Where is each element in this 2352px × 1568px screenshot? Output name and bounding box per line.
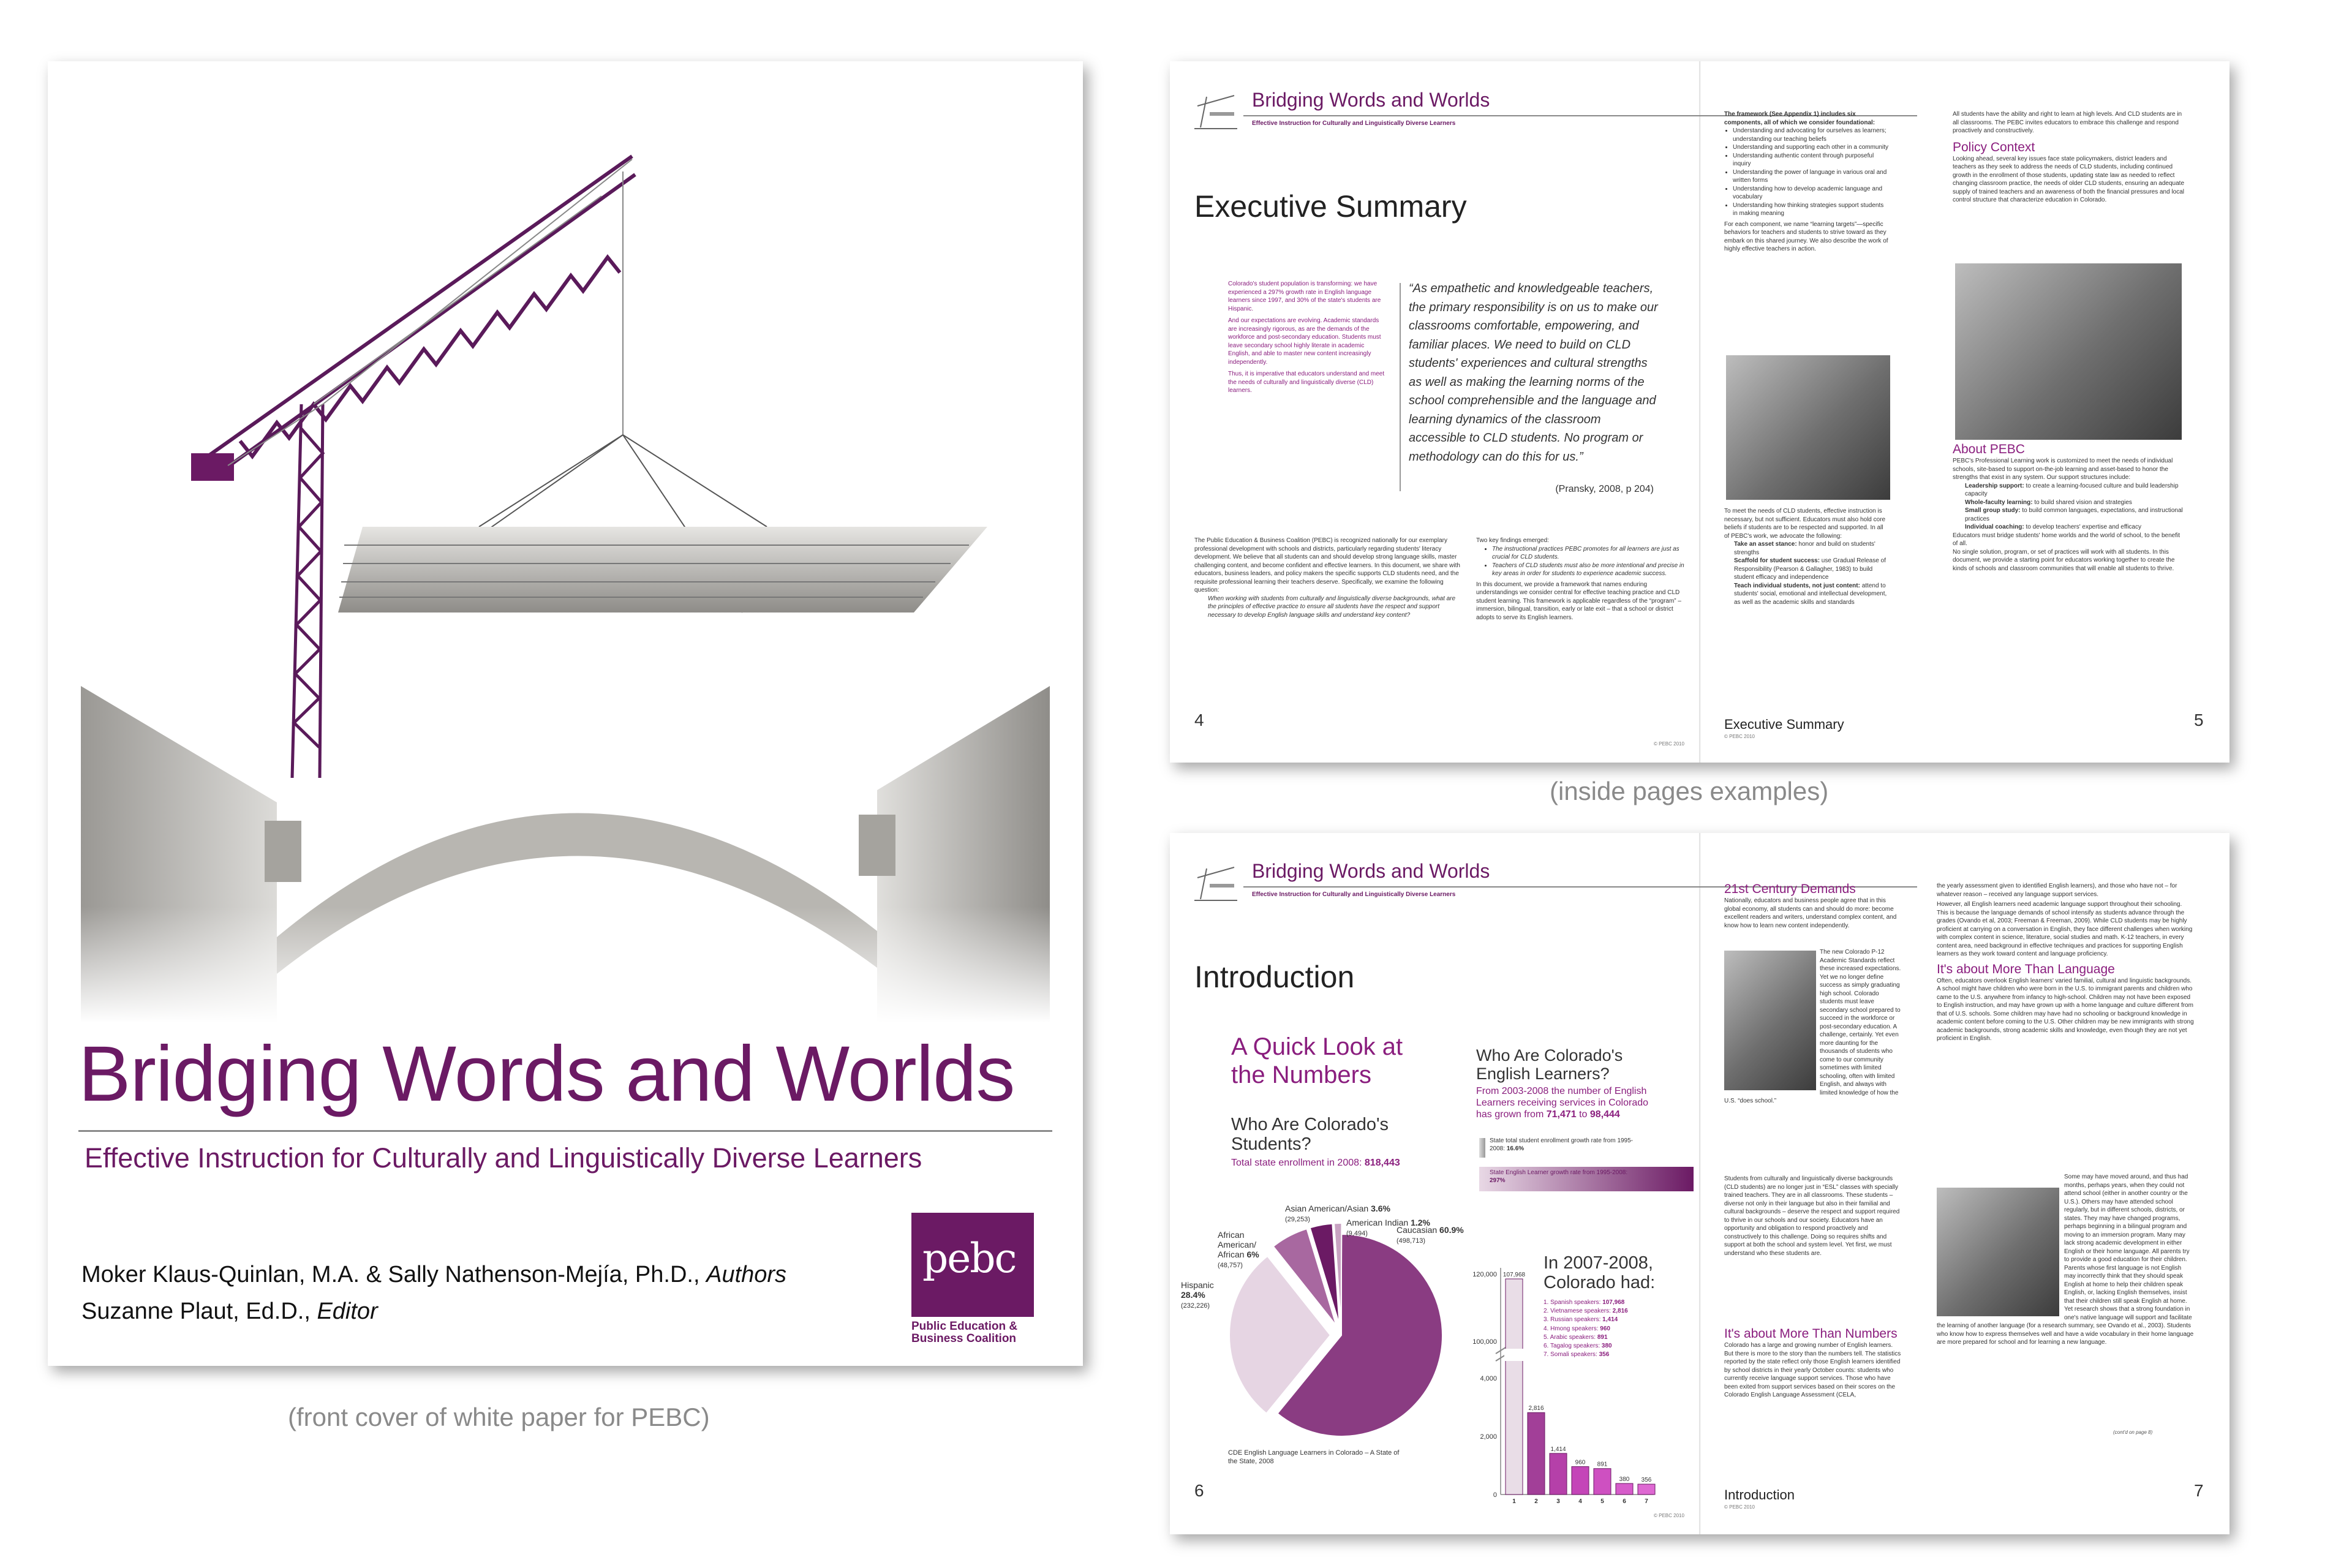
exec-col3-lower <box>1724 507 1890 606</box>
bar-y-tick-label: 2,000 <box>1480 1433 1497 1441</box>
col4-intro: All students have the ability and right to learn at high levels. And CLD students are in all classrooms. The PEBC invites educators to embrace this challenge and respond proactively and constructively. <box>1953 111 2182 134</box>
body-left-p: The Public Education & Business Coalition (PEBC) is recognized nationally for our exemplary professional development with schools and districts, particularly regarding students' literacy development. We believe that all students can and should develop strong language skills, master challenging content, and become confident and effective learners. In this document, we share with educators, business leaders, and policy makers the specific supports CLD students need, and the requisite professional learning their teachers deserve. Specifically, we examine the following question: <box>1194 537 1460 594</box>
about-p: PEBC's Professional Learning work is customized to meet the needs of individual schools, site-based to support on-the-job learning and asset-based to honor the strengths that exist in any system. Our support structures include: <box>1953 458 2173 481</box>
col4-p1: the yearly assessment given to identified English learners), and those who have not – for whatever reason – received any language support services. <box>1937 883 2177 898</box>
cover-subtitle: Effective Instruction for Culturally and Linguistically Diverse Learners <box>85 1142 922 1174</box>
bar-7 <box>1638 1484 1655 1494</box>
framework-item: • Understanding how to develop academic language and vocabulary <box>1733 185 1890 202</box>
pebc-logo-sub: Public Education & Business Coalition <box>911 1320 1018 1345</box>
intro-spread <box>1170 833 2230 1534</box>
header-subtitle: Effective Instruction for Culturally and Linguistically Diverse Learners <box>1252 891 1456 898</box>
col4-p2: However, all English learners need academic language support throughout their schooling. This is because the language demands of school intensify as students advance through the grades (Ovando et al, 2003; Freeman & Freeman, 2009). While CLD students may be highly proficient at carrying on a conversation in English, they face different challenges when working with complex content in science, literature, social studies and math. K-12 teachers, in every content area, need background in effective techniques and practices for supporting English learners as they work toward content and language proficiency. <box>1937 901 2193 957</box>
findings-intro: Two key findings emerged: <box>1476 537 1549 544</box>
crane-bridge-illustration <box>81 61 1050 1023</box>
header-crane-icon <box>1194 862 1237 905</box>
footer-title: Introduction <box>1724 1487 1795 1502</box>
bar-y-tick-label: 0 <box>1493 1491 1497 1499</box>
bar-value-label: 380 <box>1619 1476 1630 1483</box>
about-item: Whole-faculty learning: to build shared vision and strategies <box>1965 499 2132 506</box>
cover-rule <box>78 1130 1052 1132</box>
pebc-logo <box>911 1213 1034 1317</box>
bar-4 <box>1572 1466 1589 1494</box>
bar-y-tick-label: 4,000 <box>1480 1375 1497 1382</box>
bar-y-tick-label: 120,000 <box>1472 1271 1497 1278</box>
page-number-right: 7 <box>2194 1481 2204 1500</box>
student-photo-1 <box>1726 355 1890 500</box>
student-photo-2 <box>1955 263 2182 440</box>
page-number-left: 4 <box>1194 710 1204 729</box>
quote-cite: (Pransky, 2008, p 204) <box>1555 484 1654 494</box>
bar-category-label: 5 <box>1600 1498 1604 1505</box>
legend-item: 7. Somali speakers: 356 <box>1544 1351 1610 1359</box>
more-language-heading: It's about More Than Language <box>1937 962 2115 976</box>
demands-p1: Nationally, educators and business people agree that in this global economy, all students can and should do more: become excellent readers and writers, understand complex content, and know how to learn new content independently. <box>1724 897 1897 929</box>
bar-category-label: 3 <box>1556 1498 1560 1505</box>
front-caption: (front cover of white paper for PEBC) <box>288 1403 710 1431</box>
framework-list <box>1724 127 1890 218</box>
bar-chart <box>1458 1250 1666 1507</box>
legend-item: 1. Spanish speakers: 107,968 <box>1544 1299 1625 1306</box>
exec-col3 <box>1724 110 1890 254</box>
about-item: Leadership support: to create a learning-focused culture and build leadership capacity <box>1965 482 2179 497</box>
sidebar-p1: Colorado's student population is transforming: we have experienced a 297% growth rate in English language learners since 1997, and 30% of the state's students are Hispanic. <box>1228 281 1381 312</box>
footer-copyright: © PEBC 2010 <box>1724 1504 1755 1510</box>
header-crane-icon <box>1194 91 1237 134</box>
who-students-heading: Who Are Colorado's Students? <box>1231 1115 1389 1154</box>
header-title: Bridging Words and Worlds <box>1252 89 1490 111</box>
about-heading: About PEBC <box>1953 442 2025 456</box>
bar-value-label: 891 <box>1597 1461 1608 1468</box>
authors-role: Authors <box>706 1262 787 1287</box>
pie-label-indian: American Indian 1.2% (9,494) <box>1346 1218 1430 1237</box>
about-item: Individual coaching: to develop teachers' expertise and efficacy <box>1965 524 2141 530</box>
more-language-p: Often, educators overlook English learners' varied familial, cultural and linguistic backgrounds. A school might have children who were born in the U.S. to immigrant parents and children who came to the U.S. anywhere from infancy to high-school. Children may not have been exposed to English instruction, and may have grown up with a home language and culture different from that of U.S. schools. Some children may have had no schooling or background knowledge in academic content before coming to the U.S. Other children may be new immigrants with strong academic backgrounds, strong academic skills and knowledge, even though they are not yet proficient in English. <box>1937 977 2194 1042</box>
exec-sidebar <box>1228 280 1387 395</box>
intro-col3-lower <box>1724 1327 1902 1400</box>
more-numbers-p: Colorado has a large and growing number of English learners. But there is more to the story than the numbers tell. The statistics reported by the state reflect only those English learners identified by school districts in their yearly October counts: students who currently receive language support services. Those who have been exited from support services based on their scores on the Colorado English Language Assessment (CELA, <box>1724 1342 1901 1398</box>
framework-head: The framework (See Appendix 1) includes six components, all of which we consider foundational: <box>1724 111 1875 126</box>
pie-label-african: African American/ African 6% (48,757) <box>1218 1230 1259 1269</box>
needs-item: Take an asset stance: honor and build on students' strengths <box>1734 541 1875 556</box>
continued-note: (cont'd on page 8) <box>2113 1430 2153 1435</box>
needs-item: Teach individual students, not just content: attend to students' social, emotional and intellectual development, as well as the academic skills and standards <box>1734 582 1887 606</box>
growth-label-2: State English Learner growth rate from 1995-2008: 297% <box>1490 1169 1628 1184</box>
framework-p: In this document, we provide a framework that names enduring understandings we consider central for effective teaching practice and CLD student learning. This framework is applicable regardless of the “program” – immersion, bilingual, transition, early or late exit – that a school or district adopts to serve its English learners. <box>1476 581 1681 621</box>
col4-p3: Some may have moved around, and thus had months, perhaps years, when they could not attend school (either in another country or the U.S.). Others may have attended school regularly, but in different schools, districts, or states. They may have changed programs, perhaps beginning in a bilingual program and moving to an immersion program. Many may lack strong academic development in either English or their home language. All parents try to provide a good education for their children. Parents whose first language is not English may incorrectly think that they should speak English at home to help their children speak English, or, lacking English themselves, insist that their children still speak English at home. Yet research shows that a strong foundation in one's native language will support and facilitate the learning of another language (for a research summary, see Ovando et al., 2003). Students who know how to express themselves well and have a wide vocabulary in their home language are more prepared for school and for learning a new language. <box>1937 1174 2194 1346</box>
quote-rule <box>1400 283 1401 491</box>
editor-role: Editor <box>317 1298 378 1324</box>
inside-caption: (inside pages examples) <box>1550 777 1829 805</box>
legend-item: 2. Vietnamese speakers: 2,816 <box>1544 1308 1628 1315</box>
policy-heading: Policy Context <box>1953 140 2035 154</box>
enrollment: Total state enrollment in 2008: 818,443 <box>1231 1158 1400 1168</box>
bar-category-label: 2 <box>1534 1498 1538 1505</box>
bar-category-label: 1 <box>1512 1498 1516 1505</box>
bar-value-label: 107,968 <box>1502 1272 1526 1278</box>
growth-label-1: State total student enrollment growth rate from 1995-2008: 16.6% <box>1490 1137 1634 1152</box>
finding-item: • Teachers of CLD students must also be more intentional and precise in key areas in order for students to experience academic success. <box>1492 562 1684 578</box>
quick-look-heading: A Quick Look at the Numbers <box>1231 1033 1403 1088</box>
pie-label-asian: Asian American/Asian 3.6% (29,253) <box>1285 1204 1390 1223</box>
authors-names: Moker Klaus-Quinlan, M.A. & Sally Nathenson-Mejía, Ph.D., <box>81 1262 707 1287</box>
exec-col4 <box>1953 110 2185 205</box>
in-2007-heading: In 2007-2008, Colorado had: <box>1544 1253 1656 1292</box>
exec-heading: Executive Summary <box>1194 189 1467 224</box>
finding-item: • The instructional practices PEBC promotes for all learners are just as crucial for CLD students. <box>1492 545 1684 562</box>
page-number-left: 6 <box>1194 1481 1204 1500</box>
bar-1 <box>1506 1279 1523 1494</box>
framework-desc: For each component, we name “learning targets”—specific behaviors for teachers and students to strive toward as they embark on this shared journey. We also describe the work of highly effective teachers in action. <box>1724 221 1888 252</box>
copyright: © PEBC 2010 <box>1654 741 1684 747</box>
editor-name: Suzanne Plaut, Ed.D., <box>81 1298 317 1324</box>
bar-5 <box>1594 1469 1611 1494</box>
header-subtitle: Effective Instruction for Culturally and Linguistically Diverse Learners <box>1252 120 1456 127</box>
pie-label-hispanic: Hispanic 28.4% (232,226) <box>1181 1280 1214 1310</box>
student-photo-3 <box>1724 951 1816 1090</box>
bar-value-label: 356 <box>1641 1477 1652 1484</box>
needs-p: To meet the needs of CLD students, effective instruction is necessary, but not sufficient. Educators must also hold core beliefs if students are to be respected and supported. In all of PEBC's work, we advocate the following: <box>1724 508 1886 540</box>
framework-item: • Understanding how thinking strategies support students in making meaning <box>1733 202 1890 218</box>
about-item: Small group study: to build common languages, expectations, and instructional practices <box>1965 507 2183 522</box>
intro-heading: Introduction <box>1194 960 1355 994</box>
spread-center-fold <box>1699 61 1701 763</box>
body-left-question: When working with students from culturally and linguistically diverse backgrounds, what are the principles of effective practice to ensure all students have the respect and support necessary to develop English language skills and understand key content? <box>1208 595 1456 619</box>
pebc-logo-text: pebc <box>922 1235 1016 1282</box>
bar-value-label: 960 <box>1575 1459 1586 1466</box>
bar-6 <box>1616 1483 1633 1494</box>
exec-quote: “As empathetic and knowledgeable teachers, the primary responsibility is on us to make our classrooms comfortable, empowering, and familiar places. We need to build on CLD students' experiences and cultural strengths as well as making the learning norms of the school comprehensible and the language and learning dynamics of the classroom accessible to CLD students. No program or methodology can do this for us.” <box>1409 282 1658 464</box>
cover-authors <box>81 1262 786 1288</box>
who-ell-heading: Who Are Colorado's English Learners? <box>1476 1046 1623 1083</box>
about-p3: No single solution, program, or set of practices will work with all students. In this document, we provide a starting point for educators working together to create the kinds of schools and classroom communities that will enable all students to thrive. <box>1953 548 2175 572</box>
cover-illustration <box>81 61 1050 1023</box>
demands-heading: 21st Century Demands <box>1724 882 1856 896</box>
legend-item: 3. Russian speakers: 1,414 <box>1544 1316 1618 1324</box>
legend-item: 4. Hmong speakers: 960 <box>1544 1325 1610 1332</box>
cover-title: Bridging Words and Worlds <box>78 1030 1015 1118</box>
crane-icon <box>1194 91 1237 134</box>
findings-list <box>1476 545 1684 578</box>
header-title: Bridging Words and Worlds <box>1252 860 1490 882</box>
exec-col4-lower <box>1953 442 2185 573</box>
pie-label-caucasian: Caucasian 60.9% (498,713) <box>1396 1225 1464 1245</box>
sidebar-p3: Thus, it is imperative that educators understand and meet the needs of culturally and linguistically diverse (CLD) learners. <box>1228 371 1385 394</box>
legend-item: 6. Tagalog speakers: 380 <box>1544 1343 1612 1350</box>
exec-spread <box>1170 61 2230 763</box>
framework-item: • Understanding authentic content through purposeful inquiry <box>1733 152 1890 168</box>
copyright: © PEBC 2010 <box>1654 1513 1684 1518</box>
bar-2 <box>1528 1412 1545 1494</box>
classroom-photo <box>1937 1188 2059 1316</box>
exec-body-left <box>1194 537 1464 619</box>
framework-item: • Understanding and supporting each other in a community <box>1733 143 1890 152</box>
needs-item: Scaffold for student success: use Gradual Release of Responsibility (Pearson & Gallagher, 1983) to build student efficacy and independence <box>1734 557 1886 581</box>
framework-item: • Understanding the power of language in various oral and written forms <box>1733 168 1890 185</box>
sidebar-p2: And our expectations are evolving. Academic standards are increasingly rigorous, as are the demands of the workforce and post-secondary education. Students must leave secondary school highly literate in academic English, and able to master new content increasingly independently. <box>1228 317 1381 366</box>
page-number-right: 5 <box>2194 710 2204 729</box>
bar-y-tick-label: 100,000 <box>1472 1338 1497 1346</box>
more-numbers-heading: It's about More Than Numbers <box>1724 1327 1898 1341</box>
legend-item: 5. Arabic speakers: 891 <box>1544 1333 1608 1341</box>
exec-body-right <box>1476 537 1684 622</box>
bar-3 <box>1550 1453 1567 1494</box>
demands-p3: Students from culturally and linguistically diverse backgrounds (CLD students) are no longer just in “ESL” classes with specially trained teachers. They are in all classrooms. These students – diverse not only in their language but also in their familial and cultural backgrounds – deserve the respect and support required to thrive in our schools and our society. Educators have an opportunity and obligation to respond proactively and constructively to this challenge. Doing so requires shifts and support at both the school and system level. Yet first, we must understand who these students are. <box>1724 1175 1900 1257</box>
front-cover <box>48 61 1083 1366</box>
bar-category-label: 4 <box>1578 1498 1582 1505</box>
footer-title: Executive Summary <box>1724 717 1844 732</box>
demands-p2-top: The new Colorado P-12 Academic Standards reflect these increased expectations. Yet we no longer define success as simply graduating high school. Colorado students must leave secondary school prepared to succeed in the workforce or post-secondary education. A challenge, certainly. Yet even more daunting for the thousands of students who come to our community sometimes with limited schooling, often with limited English, and always with limited knowledge of how the U.S. “does school.” <box>1724 949 1901 1104</box>
spread-center-fold <box>1699 833 1701 1534</box>
ell-growth-text: From 2003-2008 the number of English Learners receiving services in Colorado has grown from 71,471 to 98,444 <box>1476 1086 1649 1120</box>
growth-bar-1 <box>1479 1138 1485 1158</box>
footer-copyright: © PEBC 2010 <box>1724 734 1755 739</box>
bar-category-label: 7 <box>1645 1498 1648 1505</box>
bar-break-gap <box>1504 1349 1524 1361</box>
framework-item: • Understanding and advocating for ourselves as learners; understanding our teaching beliefs <box>1733 127 1890 143</box>
about-p2: Educators must bridge students' home worlds and the world of school, to the benefit of all. <box>1953 532 2180 547</box>
bar-value-label: 2,816 <box>1528 1405 1544 1412</box>
crane-icon <box>1194 862 1237 905</box>
bar-value-label: 1,414 <box>1550 1446 1566 1453</box>
cover-editor <box>81 1298 378 1325</box>
bar-category-label: 6 <box>1623 1498 1626 1505</box>
intro-col3 <box>1724 882 1902 930</box>
intro-col4 <box>1937 882 2194 1043</box>
pie-source: CDE English Language Learners in Colorado – A State of the State, 2008 <box>1228 1449 1400 1465</box>
policy-p: Looking ahead, several key issues face state policymakers, district leaders and teachers as they seek to address the needs of CLD students, including continued growth in the enrollment of those students, updating state law as needed to reflect changing classroom practice, the needs of older CLD students, ensuring an adequate supply of trained teachers and an awareness of both the financial pressures and local control structure that characterize education in Colorado. <box>1953 155 2185 203</box>
